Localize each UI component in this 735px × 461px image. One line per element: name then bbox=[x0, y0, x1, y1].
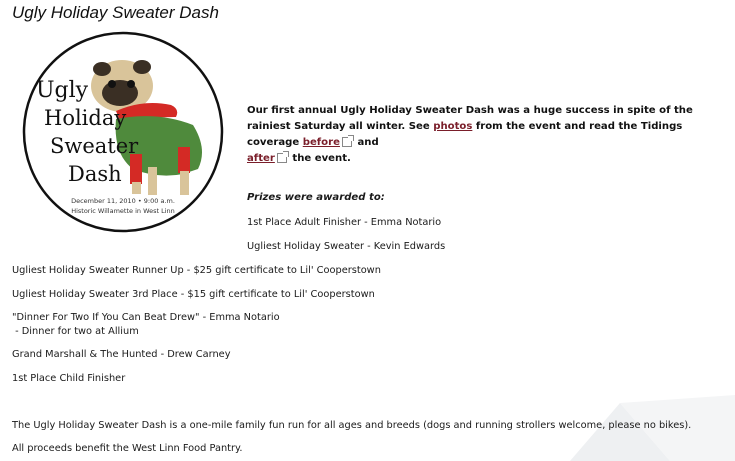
prize-item: Ugliest Holiday Sweater - Kevin Edwards bbox=[247, 241, 446, 252]
logo-word-ugly: Ugly bbox=[36, 78, 89, 103]
prize-item: 1st Place Adult Finisher - Emma Notario bbox=[247, 217, 442, 228]
prizes-heading: Prizes were awarded to: bbox=[247, 192, 385, 203]
event-logo bbox=[8, 29, 238, 235]
proceeds-note: All proceeds benefit the West Linn Food Pantry. bbox=[12, 443, 243, 454]
after-link[interactable]: after bbox=[247, 153, 275, 164]
logo-date: December 11, 2010 • 9:00 a.m. bbox=[71, 197, 175, 205]
prize-item: - Dinner for two at Allium bbox=[12, 326, 139, 337]
page-title: Ugly Holiday Sweater Dash bbox=[12, 3, 219, 22]
event-description: The Ugly Holiday Sweater Dash is a one-mile family fun run for all ages and breeds (dogs and running strollers welcome, please no bikes). bbox=[12, 420, 692, 431]
photos-link[interactable]: photos bbox=[433, 121, 473, 132]
external-link-icon bbox=[277, 153, 287, 163]
before-link[interactable]: before bbox=[302, 137, 340, 148]
prize-item: "Dinner For Two If You Can Beat Drew" - Emma Notario bbox=[12, 312, 280, 323]
logo-word-dash: Dash bbox=[68, 162, 122, 186]
logo-word-holiday: Holiday bbox=[44, 106, 127, 130]
prize-item: Ugliest Holiday Sweater Runner Up - $25 gift certificate to Lil' Cooperstown bbox=[12, 265, 381, 276]
prize-item: Grand Marshall & The Hunted - Drew Carney bbox=[12, 349, 231, 360]
logo-place: Historic Willamette in West Linn bbox=[71, 207, 175, 215]
prize-item: 1st Place Child Finisher bbox=[12, 373, 126, 384]
logo-word-sweater: Sweater bbox=[50, 134, 139, 158]
intro-paragraph: Our first annual Ugly Holiday Sweater Dash was a huge success in spite of the rainiest Saturday all winter. See photos from the event and read the Tidings coverage before and after the event. bbox=[247, 105, 693, 164]
external-link-icon bbox=[342, 137, 352, 147]
prize-item: Ugliest Holiday Sweater 3rd Place - $15 gift certificate to Lil' Cooperstown bbox=[12, 289, 375, 300]
